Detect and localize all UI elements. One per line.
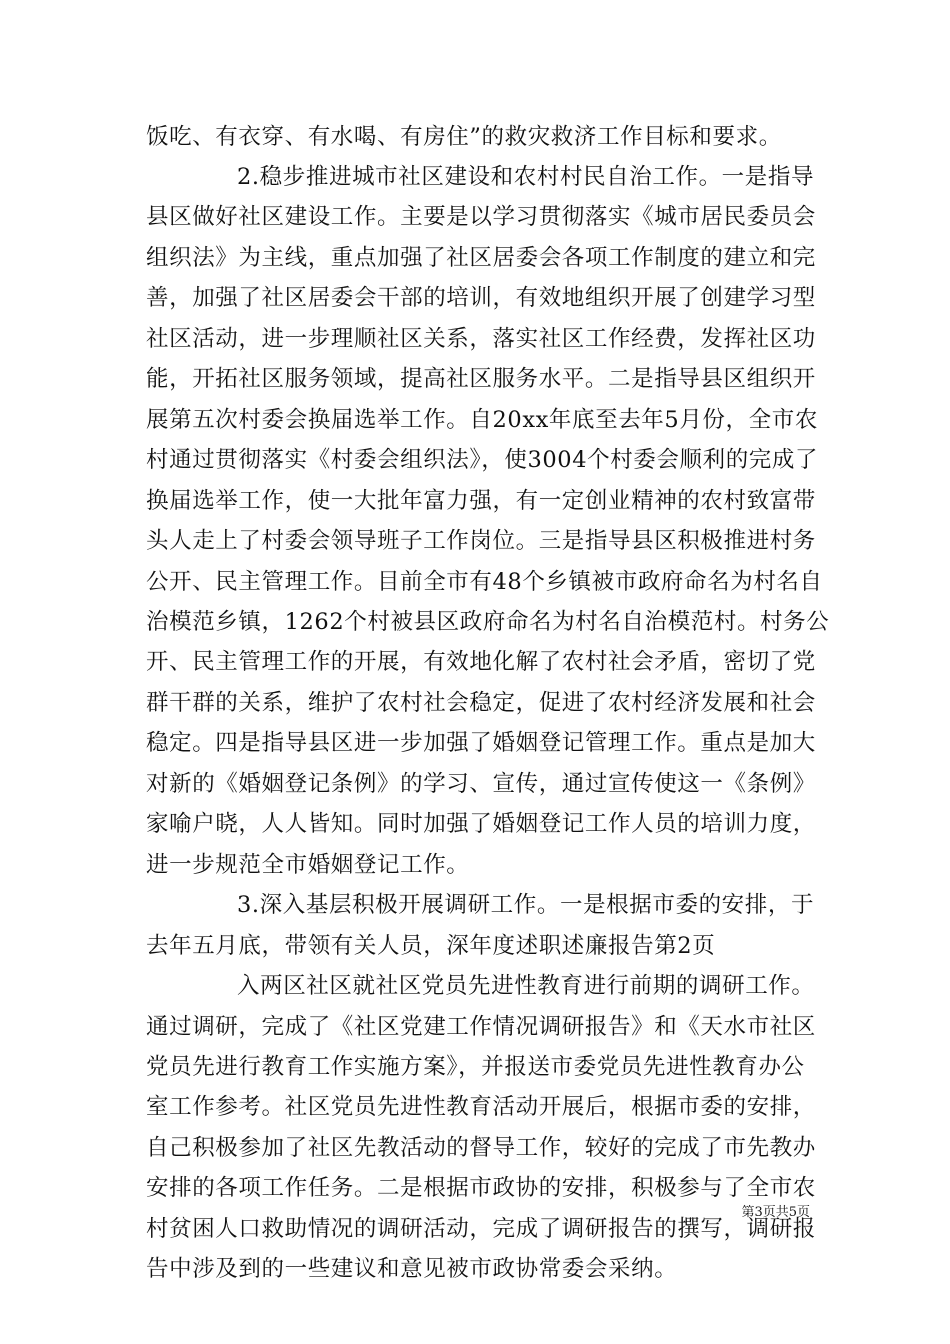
text-line-12: 公开、民主管理工作。目前全市有48个乡镇被市政府命名为村名自: [146, 569, 823, 595]
page-number: 第3页共5页: [741, 1205, 810, 1220]
text-line-20: 3.深入基层积极开展调研工作。一是根据市委的安排，于: [237, 892, 815, 918]
text-line-3: 县区做好社区建设工作。主要是以学习贯彻落实《城市居民委员会: [146, 204, 816, 230]
text-line-22: 入两区社区就社区党员先进性教育进行前期的调研工作。: [237, 973, 815, 999]
text-line-29: 告中涉及到的一些建议和意见被市政协常委会采纳。: [146, 1256, 678, 1282]
text-line-23: 通过调研，完成了《社区党建工作情况调研报告》和《天水市社区: [146, 1014, 816, 1040]
text-line-4: 组织法》为主线，重点加强了社区居委会各项工作制度的建立和完: [146, 245, 816, 271]
text-line-9: 村通过贯彻落实《村委会组织法》，使3004个村委会顺利的完成了: [146, 447, 819, 473]
text-line-7: 能，开拓社区服务领域，提高社区服务水平。二是指导县区组织开: [146, 366, 816, 392]
text-line-16: 稳定。四是指导县区进一步加强了婚姻登记管理工作。重点是加大: [146, 730, 816, 756]
text-line-17: 对新的《婚姻登记条例》的学习、宣传，通过宣传使这一《条例》: [146, 771, 816, 797]
text-line-26: 自己积极参加了社区先教活动的督导工作，较好的完成了市先教办: [146, 1135, 816, 1161]
text-line-11: 头人走上了村委会领导班子工作岗位。三是指导县区积极推进村务: [146, 528, 816, 554]
text-line-5: 善，加强了社区居委会干部的培训，有效地组织开展了创建学习型: [146, 285, 816, 311]
text-line-19: 进一步规范全市婚姻登记工作。: [146, 852, 470, 878]
text-line-10: 换届选举工作，使一大批年富力强，有一定创业精神的农村致富带: [146, 488, 816, 514]
text-line-27: 安排的各项工作任务。二是根据市政协的安排，积极参与了全市农: [146, 1175, 816, 1201]
text-line-8: 展第五次村委会换届选举工作。自20xx年底至去年5月份，全市农: [146, 407, 818, 433]
text-line-1: 饭吃、有衣穿、有水喝、有房住”的救灾救济工作目标和要求。: [146, 124, 782, 150]
text-line-21: 去年五月底，带领有关人员，深年度述职述廉报告第2页: [146, 933, 716, 959]
text-line-2: 2.稳步推进城市社区建设和农村村民自治工作。一是指导: [237, 164, 815, 190]
text-line-24: 党员先进行教育工作实施方案》，并报送市委党员先进性教育办公: [146, 1054, 805, 1080]
text-line-25: 室工作参考。社区党员先进性教育活动开展后，根据市委的安排，: [146, 1094, 816, 1120]
text-line-14: 开、民主管理工作的开展，有效地化解了农村社会矛盾，密切了党: [146, 649, 816, 675]
text-line-13: 治模范乡镇，1262个村被县区政府命名为村名自治模范村。村务公: [146, 609, 830, 635]
text-line-18: 家喻户晓，人人皆知。同时加强了婚姻登记工作人员的培训力度，: [146, 811, 816, 837]
text-line-15: 群干群的关系，维护了农村社会稳定，促进了农村经济发展和社会: [146, 690, 816, 716]
text-line-28: 村贫困人口救助情况的调研活动，完成了调研报告的撰写，调研报: [146, 1216, 816, 1242]
text-line-6: 社区活动，进一步理顺社区关系，落实社区工作经费，发挥社区功: [146, 326, 816, 352]
